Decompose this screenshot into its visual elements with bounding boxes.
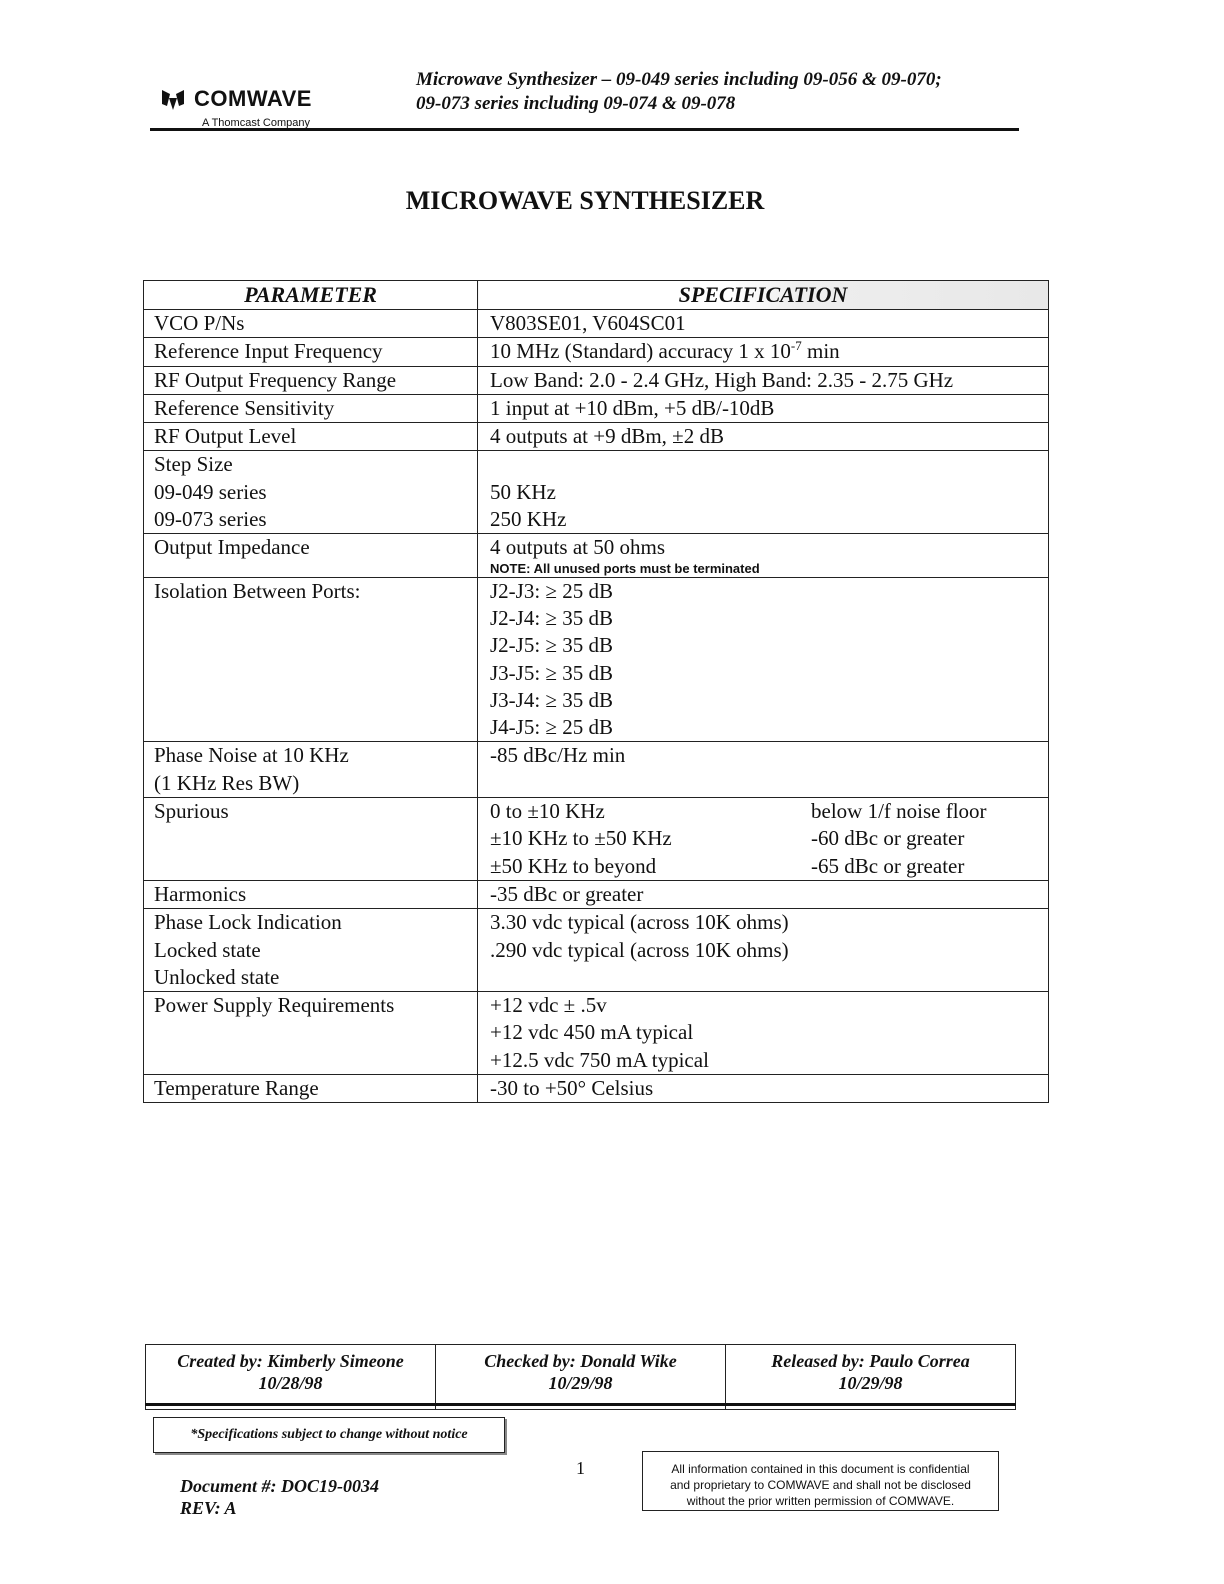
spec-note: NOTE: All unused ports must be terminated bbox=[490, 560, 760, 576]
checked-date: 10/29/98 bbox=[548, 1373, 613, 1393]
param-cell: Harmonics bbox=[144, 880, 478, 908]
document-info bbox=[180, 1475, 379, 1519]
company-logo bbox=[160, 86, 312, 112]
table-row bbox=[144, 909, 1049, 992]
approval-created bbox=[146, 1345, 436, 1410]
spec-cell bbox=[478, 798, 1049, 881]
spec-line: +12 vdc 450 mA typical bbox=[490, 1020, 694, 1045]
table-row bbox=[144, 577, 1049, 742]
approvals-rule bbox=[145, 1403, 1016, 1406]
spec-line: 250 KHz bbox=[490, 507, 567, 532]
comwave-logo-icon bbox=[160, 86, 186, 112]
confidential-notice bbox=[642, 1451, 999, 1511]
spec-cell bbox=[478, 338, 1049, 366]
spec-line: 3.30 vdc typical (across 10K ohms) bbox=[490, 910, 789, 935]
spec-table bbox=[143, 280, 1049, 1103]
spurious-range: 0 to ±10 KHz bbox=[490, 799, 605, 824]
document-title: MICROWAVE SYNTHESIZER bbox=[405, 186, 765, 215]
column-header-parameter: PARAMETER bbox=[144, 281, 478, 310]
table-row bbox=[144, 423, 1049, 451]
spec-cell: V803SE01, V604SC01 bbox=[478, 310, 1049, 338]
spurious-value: -65 dBc or greater bbox=[811, 853, 965, 878]
table-row bbox=[144, 394, 1049, 422]
spurious-line bbox=[490, 798, 1040, 825]
company-subtitle: A Thomcast Company bbox=[202, 117, 311, 129]
specs-notice: *Specifications subject to change without notice bbox=[153, 1417, 505, 1453]
spec-cell bbox=[478, 992, 1049, 1075]
param-cell: Temperature Range bbox=[144, 1075, 478, 1103]
created-by: Created by: Kimberly Simeone bbox=[177, 1351, 404, 1371]
spec-cell bbox=[478, 534, 1049, 577]
param-line: 09-049 series bbox=[154, 479, 267, 504]
spec-text: 10 MHz (Standard) accuracy 1 x 10 bbox=[490, 339, 791, 364]
header-title-line1: Microwave Synthesizer – 09-049 series including 09-056 & 09-070; bbox=[416, 69, 942, 90]
param-line: 09-073 series bbox=[154, 507, 267, 532]
param-cell: Output Impedance bbox=[144, 534, 478, 577]
header-title-line2: 09-073 series including 09-074 & 09-078 bbox=[416, 93, 736, 114]
spurious-value: -60 dBc or greater bbox=[811, 826, 965, 851]
table-row bbox=[144, 798, 1049, 881]
spec-line: 4 outputs at 50 ohms bbox=[490, 535, 666, 560]
table-row bbox=[144, 534, 1049, 577]
table-header-row bbox=[144, 281, 1049, 310]
param-line: Phase Noise at 10 KHz bbox=[154, 743, 349, 768]
param-line: Step Size bbox=[154, 452, 233, 477]
table-row bbox=[144, 366, 1049, 394]
table-row bbox=[144, 451, 1049, 534]
param-cell bbox=[144, 451, 478, 534]
spec-cell: 1 input at +10 dBm, +5 dB/-10dB bbox=[478, 394, 1049, 422]
param-cell bbox=[144, 909, 478, 992]
spec-text-suffix: min bbox=[801, 339, 840, 364]
param-cell bbox=[144, 742, 478, 798]
spec-cell bbox=[478, 577, 1049, 742]
approval-released bbox=[726, 1345, 1016, 1410]
spurious-value: below 1/f noise floor bbox=[811, 799, 987, 824]
table-row bbox=[144, 1075, 1049, 1103]
spec-cell bbox=[478, 909, 1049, 992]
spec-cell: -35 dBc or greater bbox=[478, 880, 1049, 908]
spec-cell: -85 dBc/Hz min bbox=[478, 742, 1049, 798]
spec-line: 50 KHz bbox=[490, 479, 556, 504]
column-header-specification: SPECIFICATION bbox=[478, 281, 1049, 310]
spurious-range: ±50 KHz to beyond bbox=[490, 853, 657, 878]
released-by: Released by: Paulo Correa bbox=[771, 1351, 970, 1371]
company-name: COMWAVE bbox=[194, 86, 312, 111]
spec-line: J3-J4: ≥ 35 dB bbox=[490, 687, 613, 712]
spec-line: J2-J3: ≥ 25 dB bbox=[490, 578, 613, 603]
spec-line: .290 vdc typical (across 10K ohms) bbox=[490, 937, 789, 962]
param-line: Unlocked state bbox=[154, 964, 280, 989]
param-cell: RF Output Level bbox=[144, 423, 478, 451]
param-cell: Reference Input Frequency bbox=[144, 338, 478, 366]
table-row bbox=[144, 310, 1049, 338]
spurious-range: ±10 KHz to ±50 KHz bbox=[490, 826, 672, 851]
param-line: Locked state bbox=[154, 937, 261, 962]
approvals-table bbox=[145, 1344, 1016, 1410]
spec-line: +12.5 vdc 750 mA typical bbox=[490, 1047, 709, 1072]
spec-cell: 4 outputs at +9 dBm, ±2 dB bbox=[478, 423, 1049, 451]
created-date: 10/28/98 bbox=[258, 1373, 323, 1393]
table-row bbox=[144, 992, 1049, 1075]
spec-line-blank bbox=[490, 451, 1040, 478]
param-cell: VCO P/Ns bbox=[144, 310, 478, 338]
param-cell: Reference Sensitivity bbox=[144, 394, 478, 422]
header-rule bbox=[150, 128, 1019, 131]
param-cell: Spurious bbox=[144, 798, 478, 881]
spurious-line bbox=[490, 825, 1040, 852]
param-line: Phase Lock Indication bbox=[154, 910, 342, 935]
param-line: (1 KHz Res BW) bbox=[154, 770, 300, 795]
spec-line: J4-J5: ≥ 25 dB bbox=[490, 715, 613, 740]
spec-cell bbox=[478, 451, 1049, 534]
confidential-line: All information contained in this document is confidential bbox=[671, 1462, 970, 1476]
spurious-line bbox=[490, 853, 1040, 880]
checked-by: Checked by: Donald Wike bbox=[484, 1351, 677, 1371]
spec-line: J3-J5: ≥ 35 dB bbox=[490, 660, 613, 685]
spec-exponent: -7 bbox=[790, 338, 802, 354]
table-row bbox=[144, 880, 1049, 908]
released-date: 10/29/98 bbox=[838, 1373, 903, 1393]
spec-cell: Low Band: 2.0 - 2.4 GHz, High Band: 2.35 - 2.75 GHz bbox=[478, 366, 1049, 394]
spec-cell: -30 to +50° Celsius bbox=[478, 1075, 1049, 1103]
param-cell: Isolation Between Ports: bbox=[144, 577, 478, 742]
table-row bbox=[144, 742, 1049, 798]
spec-line: J2-J4: ≥ 35 dB bbox=[490, 605, 613, 630]
confidential-line: and proprietary to COMWAVE and shall not be disclosed bbox=[670, 1478, 971, 1492]
approval-checked bbox=[436, 1345, 726, 1410]
page-number: 1 bbox=[576, 1458, 585, 1478]
param-cell: RF Output Frequency Range bbox=[144, 366, 478, 394]
revision: REV: A bbox=[180, 1498, 237, 1518]
confidential-line: without the prior written permission of COMWAVE. bbox=[686, 1494, 955, 1508]
document-number: Document #: DOC19-0034 bbox=[180, 1476, 379, 1496]
spec-line: J2-J5: ≥ 35 dB bbox=[490, 633, 613, 658]
table-row bbox=[144, 338, 1049, 366]
param-cell: Power Supply Requirements bbox=[144, 992, 478, 1075]
spec-line: +12 vdc ± .5v bbox=[490, 993, 607, 1018]
